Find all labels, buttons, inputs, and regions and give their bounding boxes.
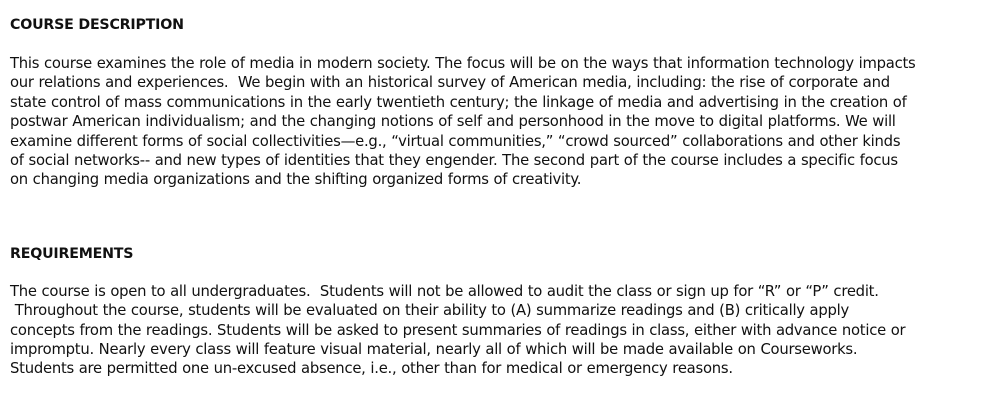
paragraph-line: impromptu. Nearly every class will feature visual material, nearly all of which will be made available on Courseworks.	[10, 341, 858, 359]
paragraph-line: examine different forms of social collectivities—e.g., “virtual communities,” “crowd sourced” collaborations and other kinds	[10, 132, 901, 150]
paragraph-line: Students are permitted one un-excused absence, i.e., other than for medical or emergency reasons.	[10, 360, 733, 378]
paragraph-line: This course examines the role of media in modern society. The focus will be on the ways that information technology impacts	[10, 55, 916, 72]
document	[10, 15, 995, 379]
course-description-heading: COURSE DESCRIPTION	[10, 17, 184, 33]
paragraph-line: on changing media organizations and the shifting organized forms of creativity.	[10, 171, 582, 189]
paragraph-line: state control of mass communications in the early twentieth century; the linkage of media and advertising in the creation of	[10, 93, 907, 111]
paragraph-line: postwar American individualism; and the changing notions of self and personhood in the move to digital platforms. We will	[10, 113, 896, 131]
paragraph-line: The course is open to all undergraduates. Students will not be allowed to audit the class or sign up for “R” or “P” credit.	[10, 282, 879, 300]
course-description-paragraph	[10, 54, 995, 190]
paragraph-line: concepts from the readings. Students will be asked to present summaries of readings in class, either with advance notice or	[10, 321, 906, 339]
paragraph-line: Throughout the course, students will be evaluated on their ability to (A) summarize readings and (B) critically apply	[10, 302, 850, 320]
requirements-paragraph	[10, 282, 995, 379]
paragraph-line: of social networks-- and new types of identities that they engender. The second part of the course includes a specific focus	[10, 152, 898, 170]
paragraph-line: our relations and experiences. We begin with an historical survey of American media, including: the rise of corporate and	[10, 74, 890, 92]
requirements-heading: REQUIREMENTS	[10, 245, 134, 262]
